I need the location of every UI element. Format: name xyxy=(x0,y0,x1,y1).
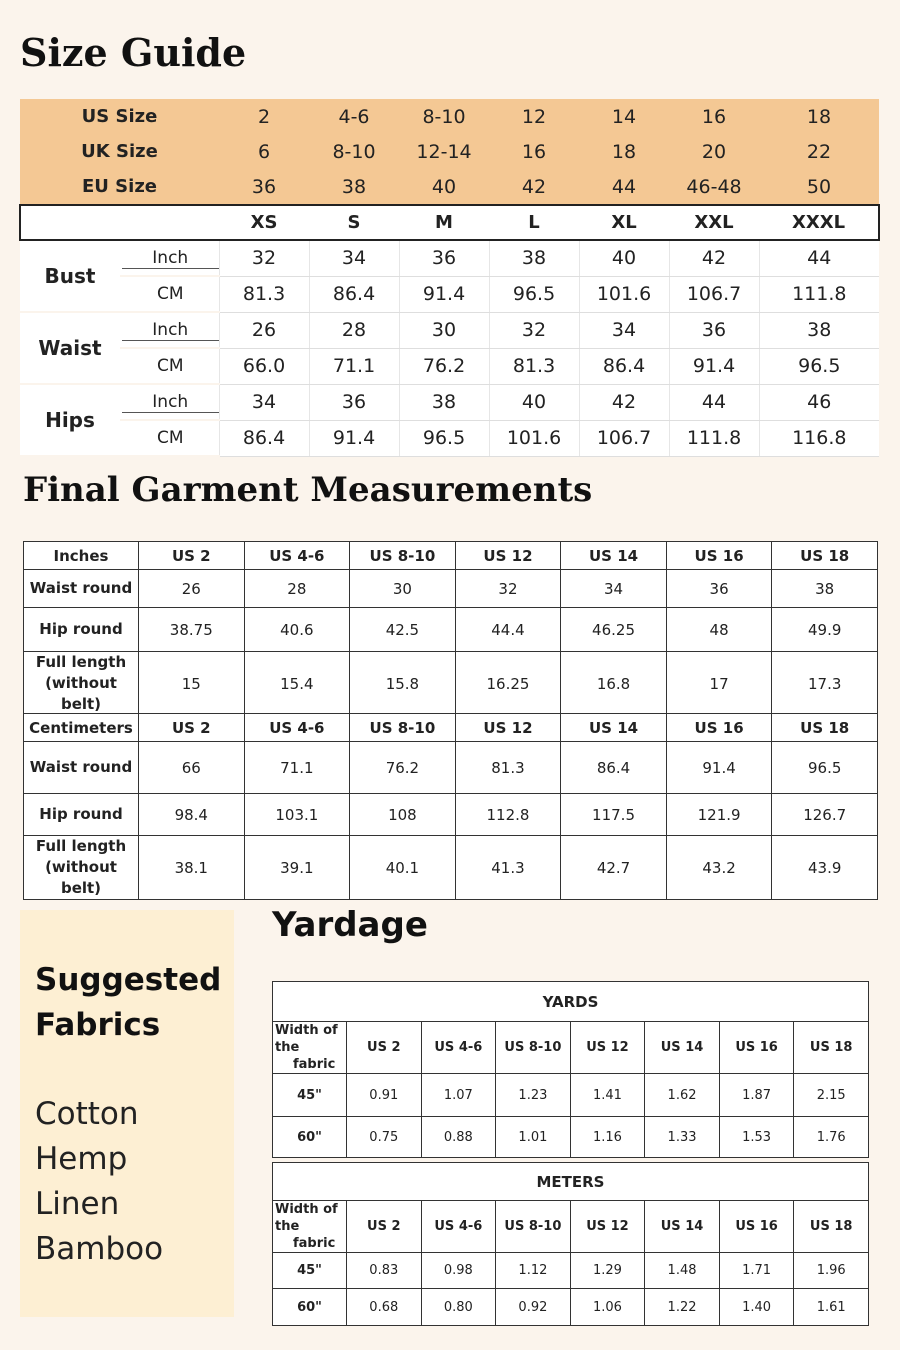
measure-cell: 86.4 xyxy=(309,276,399,312)
unit-label: CM xyxy=(120,348,219,384)
measure-cell: 34 xyxy=(579,312,669,348)
value-cell: 0.75 xyxy=(347,1117,422,1158)
size-cell: 44 xyxy=(579,169,669,205)
measure-cell: 91.4 xyxy=(399,276,489,312)
yardage-yards-table xyxy=(272,981,869,1158)
list-item: Cotton xyxy=(35,1096,139,1132)
value-cell: 121.9 xyxy=(666,794,772,836)
value-cell: 36 xyxy=(666,570,772,608)
size-cell: 18 xyxy=(759,99,879,134)
value-cell: 1.07 xyxy=(421,1074,496,1117)
value-cell: 1.61 xyxy=(794,1289,869,1326)
list-item: Hemp xyxy=(35,1141,128,1177)
size-cell: 14 xyxy=(579,99,669,134)
table-row xyxy=(273,1289,869,1326)
measure-cell: 42 xyxy=(669,240,759,276)
size-cell: 22 xyxy=(759,134,879,169)
value-cell: 1.29 xyxy=(570,1253,645,1289)
measure-cell: 96.5 xyxy=(759,348,879,384)
value-cell: 44.4 xyxy=(455,608,561,652)
size-header: US 4-6 xyxy=(421,1201,496,1253)
unit-label: Inch xyxy=(120,240,219,276)
value-cell: 112.8 xyxy=(455,794,561,836)
value-cell: 49.9 xyxy=(772,608,878,652)
measure-cell: 91.4 xyxy=(309,420,399,456)
value-cell: 40.1 xyxy=(350,836,456,900)
value-cell: 15 xyxy=(139,652,245,716)
value-cell: 30 xyxy=(350,570,456,608)
suggested-fabrics-title: Suggested Fabrics xyxy=(35,962,222,1043)
value-cell: 1.71 xyxy=(719,1253,794,1289)
bust-inch-row xyxy=(20,240,879,276)
value-cell: 71.1 xyxy=(244,742,350,794)
letter-size-empty xyxy=(20,205,219,240)
size-header: US 12 xyxy=(570,1022,645,1074)
size-header: US 12 xyxy=(570,1201,645,1253)
size-cell: 12 xyxy=(489,99,579,134)
letter-size-cell: L xyxy=(489,205,579,240)
size-cell: 18 xyxy=(579,134,669,169)
value-cell: 16.25 xyxy=(455,652,561,716)
measure-cell: 81.3 xyxy=(219,276,309,312)
size-header: US 2 xyxy=(347,1022,422,1074)
width-label: 60" xyxy=(273,1117,347,1158)
size-header: US 2 xyxy=(139,714,245,742)
value-cell: 1.53 xyxy=(719,1117,794,1158)
yardage-title: Yardage xyxy=(272,905,428,945)
table-row xyxy=(24,742,878,794)
value-cell: 28 xyxy=(244,570,350,608)
value-cell: 38.75 xyxy=(139,608,245,652)
size-cell: 20 xyxy=(669,134,759,169)
size-header: US 18 xyxy=(794,1022,869,1074)
value-cell: 34 xyxy=(561,570,667,608)
value-cell: 91.4 xyxy=(666,742,772,794)
width-label: 45" xyxy=(273,1074,347,1117)
garment-header-row xyxy=(24,714,878,742)
value-cell: 17 xyxy=(666,652,772,716)
measure-cell: 71.1 xyxy=(309,348,399,384)
waist-label: Waist xyxy=(20,312,120,384)
value-cell: 39.1 xyxy=(244,836,350,900)
table-row xyxy=(273,1117,869,1158)
measure-cell: 34 xyxy=(309,240,399,276)
value-cell: 0.91 xyxy=(347,1074,422,1117)
hips-label: Hips xyxy=(20,384,120,456)
garment-title: Final Garment Measurements xyxy=(23,470,593,510)
waist-cm-row xyxy=(20,348,879,384)
measure-cell: 44 xyxy=(759,240,879,276)
size-header: US 4-6 xyxy=(244,542,350,570)
value-cell: 0.83 xyxy=(347,1253,422,1289)
measure-cell: 86.4 xyxy=(219,420,309,456)
row-label: Waist round xyxy=(24,570,139,608)
size-header: US 16 xyxy=(719,1201,794,1253)
unit-label: CM xyxy=(120,420,219,456)
size-cell: 2 xyxy=(219,99,309,134)
size-guide-title: Size Guide xyxy=(20,30,247,75)
measure-cell: 106.7 xyxy=(669,276,759,312)
letter-size-cell: XS xyxy=(219,205,309,240)
letter-size-cell: XXL xyxy=(669,205,759,240)
yardage-header-row xyxy=(273,1201,869,1253)
value-cell: 0.80 xyxy=(421,1289,496,1326)
value-cell: 76.2 xyxy=(350,742,456,794)
table-caption: METERS xyxy=(273,1163,869,1201)
garment-header-row xyxy=(24,542,878,570)
garment-inches-table xyxy=(23,541,878,716)
width-header: Width of the fabric xyxy=(273,1022,347,1074)
size-header: US 16 xyxy=(666,714,772,742)
value-cell: 103.1 xyxy=(244,794,350,836)
value-cell: 1.33 xyxy=(645,1117,720,1158)
value-cell: 0.68 xyxy=(347,1289,422,1326)
size-header: US 14 xyxy=(561,714,667,742)
value-cell: 1.16 xyxy=(570,1117,645,1158)
value-cell: 2.15 xyxy=(794,1074,869,1117)
table-row xyxy=(24,608,878,652)
value-cell: 26 xyxy=(139,570,245,608)
us-size-row xyxy=(20,99,879,134)
measure-cell: 42 xyxy=(579,384,669,420)
measure-cell: 91.4 xyxy=(669,348,759,384)
measure-cell: 40 xyxy=(579,240,669,276)
table-row xyxy=(273,1074,869,1117)
table-row xyxy=(24,570,878,608)
size-header: US 18 xyxy=(772,714,878,742)
size-cell: 16 xyxy=(489,134,579,169)
value-cell: 41.3 xyxy=(455,836,561,900)
measure-cell: 111.8 xyxy=(669,420,759,456)
measure-cell: 76.2 xyxy=(399,348,489,384)
row-label: Hip round xyxy=(24,608,139,652)
unit-header: Centimeters xyxy=(24,714,139,742)
measure-cell: 40 xyxy=(489,384,579,420)
letter-size-cell: S xyxy=(309,205,399,240)
value-cell: 15.8 xyxy=(350,652,456,716)
list-item: Bamboo xyxy=(35,1231,164,1267)
value-cell: 1.48 xyxy=(645,1253,720,1289)
value-cell: 43.2 xyxy=(666,836,772,900)
value-cell: 42.7 xyxy=(561,836,667,900)
measure-cell: 106.7 xyxy=(579,420,669,456)
measure-cell: 26 xyxy=(219,312,309,348)
size-header: US 8-10 xyxy=(350,542,456,570)
value-cell: 98.4 xyxy=(139,794,245,836)
row-label: Hip round xyxy=(24,794,139,836)
value-cell: 96.5 xyxy=(772,742,878,794)
measure-cell: 116.8 xyxy=(759,420,879,456)
measure-cell: 32 xyxy=(489,312,579,348)
size-header: US 8-10 xyxy=(496,1201,571,1253)
measure-cell: 44 xyxy=(669,384,759,420)
size-header: US 4-6 xyxy=(421,1022,496,1074)
yardage-header-row xyxy=(273,1022,869,1074)
value-cell: 1.76 xyxy=(794,1117,869,1158)
value-cell: 46.25 xyxy=(561,608,667,652)
value-cell: 38 xyxy=(772,570,878,608)
hips-inch-row xyxy=(20,384,879,420)
table-caption: YARDS xyxy=(273,982,869,1022)
measure-cell: 96.5 xyxy=(489,276,579,312)
table-row xyxy=(24,794,878,836)
suggested-fabrics-panel xyxy=(20,910,234,1317)
measure-cell: 28 xyxy=(309,312,399,348)
value-cell: 1.62 xyxy=(645,1074,720,1117)
size-header: US 8-10 xyxy=(350,714,456,742)
measure-cell: 81.3 xyxy=(489,348,579,384)
size-header: US 12 xyxy=(455,542,561,570)
size-header: US 18 xyxy=(794,1201,869,1253)
measure-cell: 30 xyxy=(399,312,489,348)
value-cell: 1.22 xyxy=(645,1289,720,1326)
size-header: US 14 xyxy=(645,1201,720,1253)
size-header: US 8-10 xyxy=(496,1022,571,1074)
caption-row xyxy=(273,1163,869,1201)
size-cell: 42 xyxy=(489,169,579,205)
row-label: Full length (without belt) xyxy=(24,652,139,716)
letter-size-row xyxy=(20,205,879,240)
unit-header: Inches xyxy=(24,542,139,570)
measure-cell: 101.6 xyxy=(579,276,669,312)
bust-label: Bust xyxy=(20,240,120,312)
value-cell: 81.3 xyxy=(455,742,561,794)
size-header: US 14 xyxy=(645,1022,720,1074)
measure-cell: 32 xyxy=(219,240,309,276)
width-header: Width of the fabric xyxy=(273,1201,347,1253)
fabric-list xyxy=(35,1092,163,1272)
letter-size-cell: XL xyxy=(579,205,669,240)
measure-cell: 96.5 xyxy=(399,420,489,456)
value-cell: 0.92 xyxy=(496,1289,571,1326)
list-item: Linen xyxy=(35,1186,120,1222)
table-row xyxy=(24,652,878,716)
size-cell: 12-14 xyxy=(399,134,489,169)
measure-cell: 38 xyxy=(489,240,579,276)
value-cell: 40.6 xyxy=(244,608,350,652)
us-size-label: US Size xyxy=(20,99,219,134)
size-cell: 4-6 xyxy=(309,99,399,134)
value-cell: 1.40 xyxy=(719,1289,794,1326)
value-cell: 0.98 xyxy=(421,1253,496,1289)
table-row xyxy=(273,1253,869,1289)
unit-label: Inch xyxy=(120,384,219,420)
uk-size-label: UK Size xyxy=(20,134,219,169)
hips-cm-row xyxy=(20,420,879,456)
size-cell: 40 xyxy=(399,169,489,205)
measure-cell: 101.6 xyxy=(489,420,579,456)
value-cell: 1.87 xyxy=(719,1074,794,1117)
row-label: Full length (without belt) xyxy=(24,836,139,900)
value-cell: 43.9 xyxy=(772,836,878,900)
size-header: US 12 xyxy=(455,714,561,742)
size-cell: 38 xyxy=(309,169,399,205)
size-header: US 18 xyxy=(772,542,878,570)
table-row xyxy=(24,836,878,900)
size-header: US 16 xyxy=(666,542,772,570)
value-cell: 108 xyxy=(350,794,456,836)
letter-size-cell: XXXL xyxy=(759,205,879,240)
size-cell: 36 xyxy=(219,169,309,205)
measure-cell: 111.8 xyxy=(759,276,879,312)
caption-row xyxy=(273,982,869,1022)
size-header: US 4-6 xyxy=(244,714,350,742)
width-label: 60" xyxy=(273,1289,347,1326)
measure-cell: 36 xyxy=(669,312,759,348)
unit-label: Inch xyxy=(120,312,219,348)
measure-cell: 36 xyxy=(309,384,399,420)
value-cell: 15.4 xyxy=(244,652,350,716)
value-cell: 32 xyxy=(455,570,561,608)
size-cell: 6 xyxy=(219,134,309,169)
value-cell: 86.4 xyxy=(561,742,667,794)
measure-cell: 38 xyxy=(759,312,879,348)
value-cell: 17.3 xyxy=(772,652,878,716)
row-label: Waist round xyxy=(24,742,139,794)
size-cell: 16 xyxy=(669,99,759,134)
garment-cm-table xyxy=(23,713,878,900)
value-cell: 1.01 xyxy=(496,1117,571,1158)
eu-size-label: EU Size xyxy=(20,169,219,205)
value-cell: 66 xyxy=(139,742,245,794)
measure-cell: 36 xyxy=(399,240,489,276)
measure-cell: 66.0 xyxy=(219,348,309,384)
letter-size-cell: M xyxy=(399,205,489,240)
measure-cell: 46 xyxy=(759,384,879,420)
value-cell: 1.96 xyxy=(794,1253,869,1289)
measure-cell: 38 xyxy=(399,384,489,420)
measure-cell: 86.4 xyxy=(579,348,669,384)
waist-inch-row xyxy=(20,312,879,348)
eu-size-row xyxy=(20,169,879,205)
value-cell: 1.23 xyxy=(496,1074,571,1117)
size-header: US 16 xyxy=(719,1022,794,1074)
width-label: 45" xyxy=(273,1253,347,1289)
value-cell: 1.06 xyxy=(570,1289,645,1326)
bust-cm-row xyxy=(20,276,879,312)
value-cell: 126.7 xyxy=(772,794,878,836)
value-cell: 1.41 xyxy=(570,1074,645,1117)
measure-cell: 34 xyxy=(219,384,309,420)
uk-size-row xyxy=(20,134,879,169)
yardage-meters-table xyxy=(272,1162,869,1326)
value-cell: 42.5 xyxy=(350,608,456,652)
size-cell: 8-10 xyxy=(309,134,399,169)
value-cell: 1.12 xyxy=(496,1253,571,1289)
size-header: US 14 xyxy=(561,542,667,570)
value-cell: 16.8 xyxy=(561,652,667,716)
size-cell: 46-48 xyxy=(669,169,759,205)
unit-label: CM xyxy=(120,276,219,312)
value-cell: 117.5 xyxy=(561,794,667,836)
size-header: US 2 xyxy=(347,1201,422,1253)
size-cell: 8-10 xyxy=(399,99,489,134)
size-header: US 2 xyxy=(139,542,245,570)
size-guide-table xyxy=(19,99,880,457)
size-cell: 50 xyxy=(759,169,879,205)
value-cell: 38.1 xyxy=(139,836,245,900)
value-cell: 48 xyxy=(666,608,772,652)
value-cell: 0.88 xyxy=(421,1117,496,1158)
